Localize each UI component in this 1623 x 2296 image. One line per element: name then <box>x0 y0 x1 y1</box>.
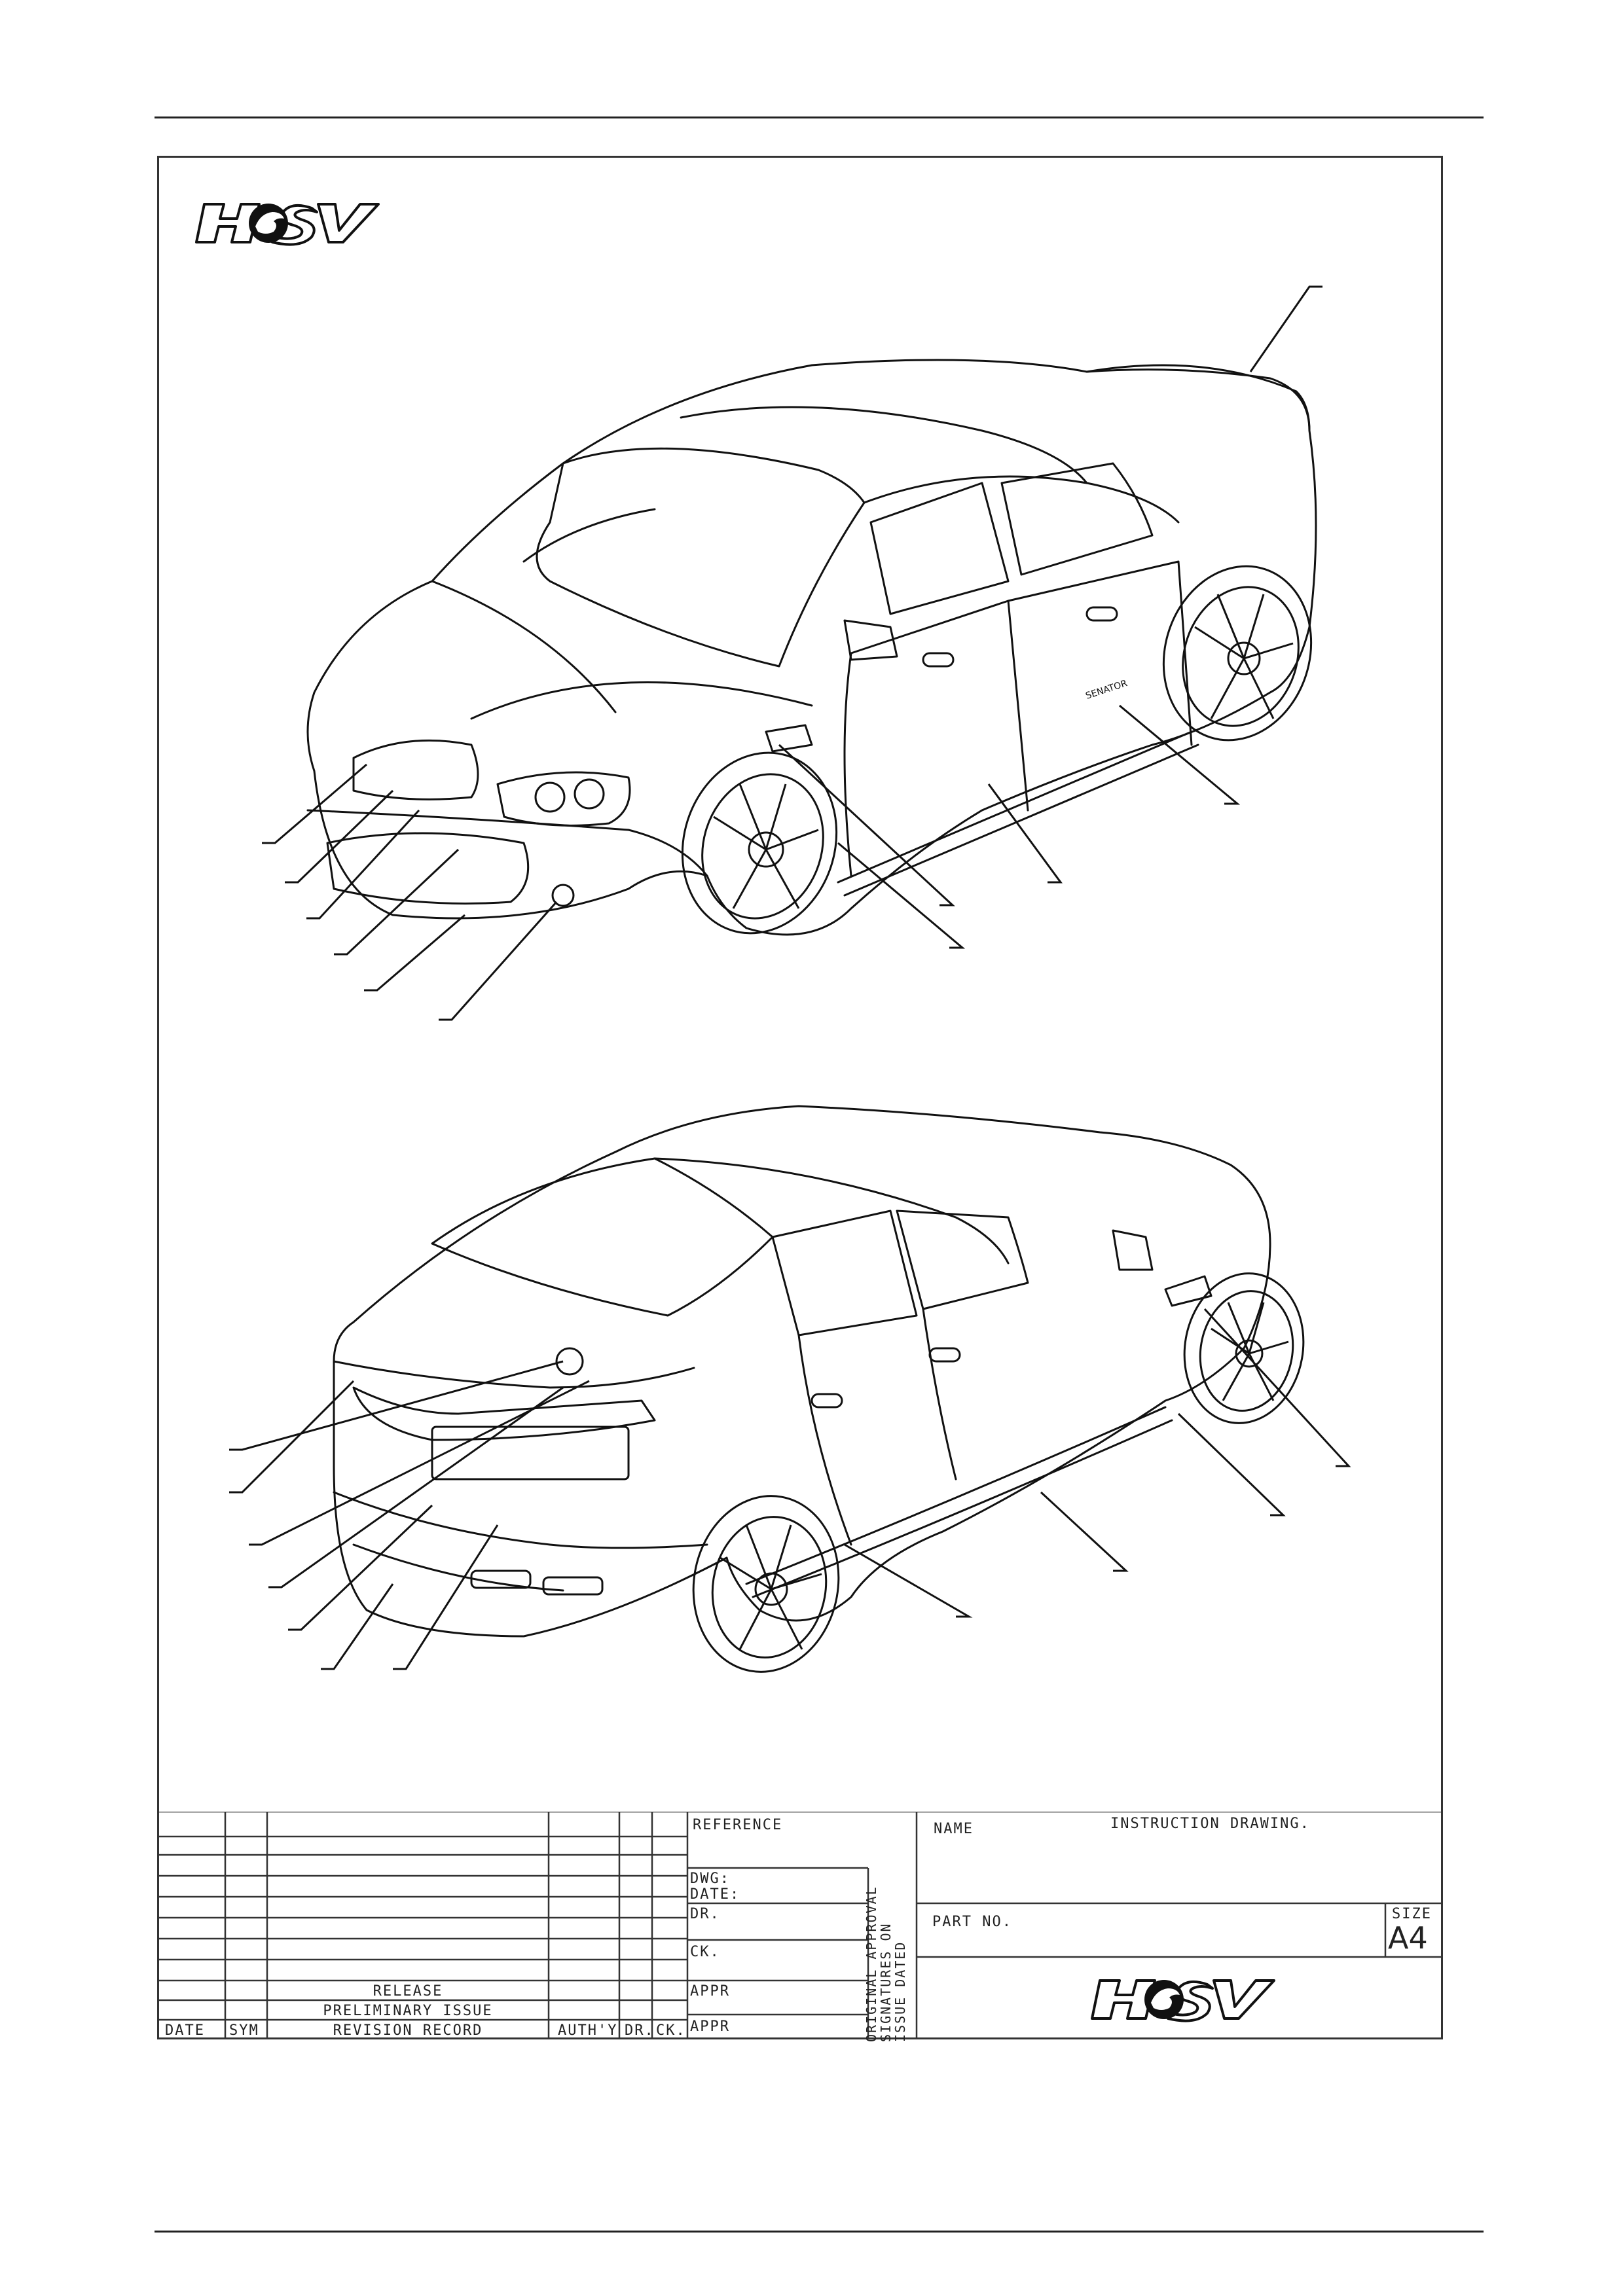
approval-line-1: ORIGINAL APPROVAL <box>864 1886 879 2042</box>
appr-label-1: APPR <box>690 1983 730 2000</box>
rev-header-authy: AUTH'Y <box>558 2022 618 2039</box>
approval-line-3: ISSUE DATED <box>892 1941 908 2042</box>
rev-header-record: REVISION RECORD <box>333 2022 483 2039</box>
reference-label: REFERENCE <box>693 1817 783 1833</box>
part-no-label: PART NO. <box>932 1914 1012 1930</box>
name-value: INSTRUCTION DRAWING. <box>1110 1816 1310 1832</box>
size-label: SIZE <box>1392 1906 1432 1922</box>
approval-line-2: SIGNATURES ON <box>878 1922 894 2042</box>
revision-preliminary: PRELIMINARY ISSUE <box>323 2003 493 2019</box>
approval-note <box>864 1886 907 2042</box>
ck-label: CK. <box>690 1944 720 1960</box>
rev-header-dr: DR. <box>625 2022 655 2039</box>
rev-header-sym: SYM <box>229 2022 259 2039</box>
title-block-hsv-logo <box>1091 1975 1275 2024</box>
front-quarter-view-drawing <box>157 156 1443 1033</box>
rear-quarter-view-drawing <box>157 1073 1443 1728</box>
dwg-label: DWG: <box>690 1871 730 1887</box>
rev-header-ck: CK. <box>656 2022 686 2039</box>
dr-label: DR. <box>690 1906 720 1922</box>
date-label: DATE: <box>690 1886 740 1903</box>
appr-label-2: APPR <box>690 2018 730 2035</box>
footer-rule <box>155 2231 1484 2233</box>
side-badge-text: SENATOR <box>1084 678 1129 702</box>
revision-release: RELEASE <box>373 1983 443 2000</box>
rev-header-date: DATE <box>165 2022 205 2039</box>
name-label: NAME <box>934 1821 974 1837</box>
size-value: A4 <box>1388 1920 1428 1956</box>
header-rule <box>155 117 1484 118</box>
